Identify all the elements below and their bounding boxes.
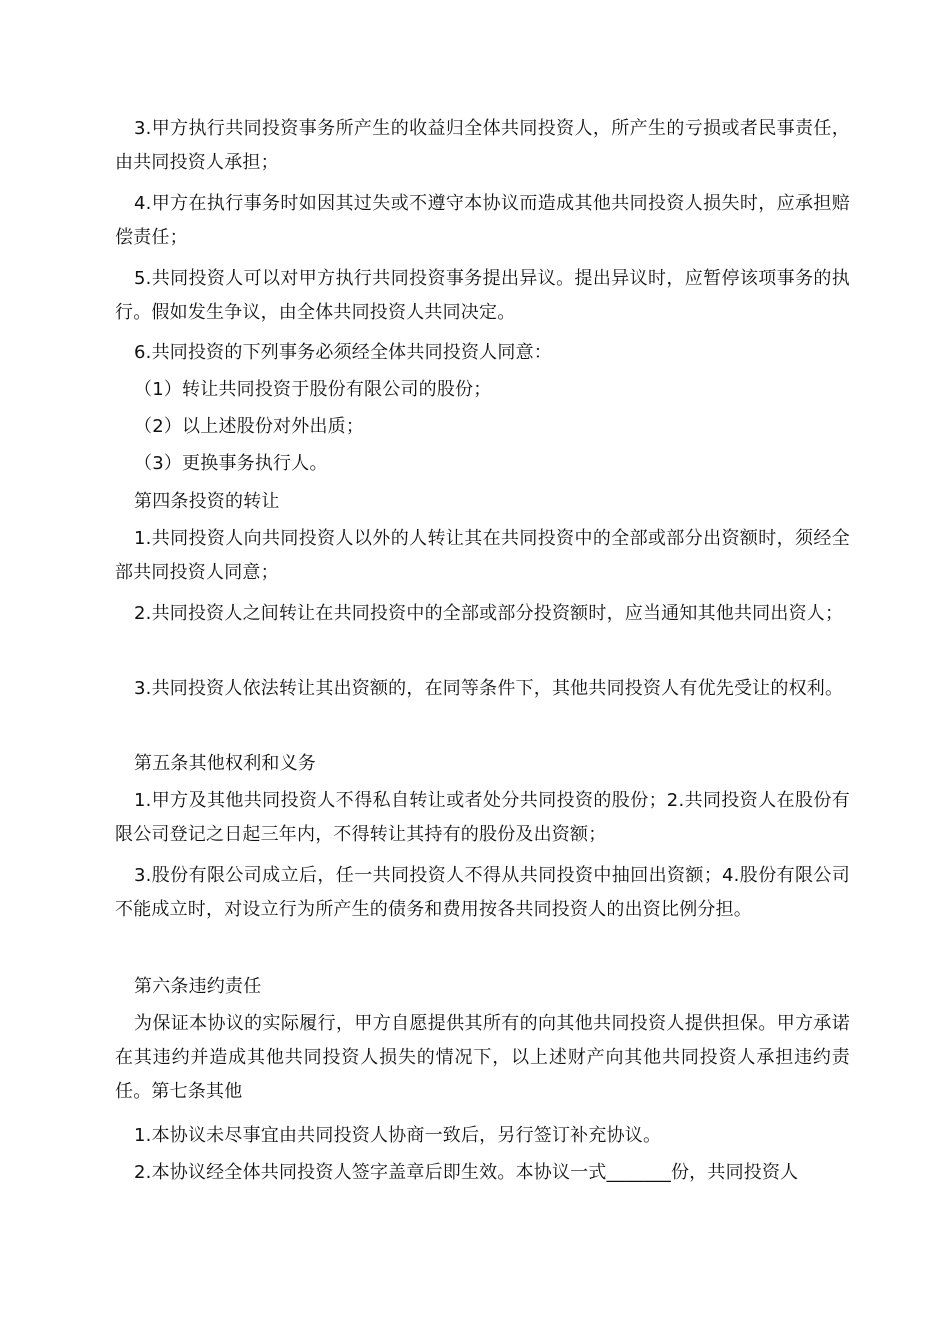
paragraph-subitem-2: （2）以上述股份对外出质； — [134, 416, 365, 437]
paragraph-article6-body: 为保证本协议的实际履行，甲方自愿提供其所有的向其他共同投资人提供担保。甲方承诺在其违约并造成其他共同投资人损失的情况下，以上述财产向其他共同投资人承担违约责任。第七条其他 — [115, 1013, 850, 1102]
paragraph-article3-item5: 5.共同投资人可以对甲方执行共同投资事务提出异议。提出异议时，应暂停该项事务的执行。假如发生争议，由全体共同投资人共同决定。 — [115, 268, 850, 323]
paragraph-article4-item1: 1.共同投资人向共同投资人以外的人转让其在共同投资中的全部或部分出资额时，须经全部共同投资人同意； — [115, 528, 850, 583]
paragraph-article3-item6: 6.共同投资的下列事务必须经全体共同投资人同意： — [134, 342, 552, 363]
paragraph-article4-item3: 3.共同投资人依法转让其出资额的，在同等条件下，其他共同投资人有优先受让的权利。 — [134, 678, 844, 699]
paragraph-article5-item1-2: 1.甲方及其他共同投资人不得私自转让或者处分共同投资的股份；2.共同投资人在股份有限公司登记之日起三年内，不得转让其持有的股份及出资额； — [115, 790, 850, 845]
paragraph-article3-item4: 4.甲方在执行事务时如因其过失或不遵守本协议而造成其他共同投资人损失时，应承担赔偿责任； — [115, 193, 850, 248]
paragraph-article3-item3: 3.甲方执行共同投资事务所产生的收益归全体共同投资人，所产生的亏损或者民事责任，由共同投资人承担； — [115, 118, 850, 173]
paragraph-article7-item2: 2.本协议经全体共同投资人签字盖章后即生效。本协议一式_______份，共同投资人 — [134, 1162, 799, 1183]
heading-article5: 第五条其他权利和义务 — [134, 753, 316, 774]
heading-article4: 第四条投资的转让 — [134, 491, 280, 512]
paragraph-article7-item1: 1.本协议未尽事宜由共同投资人协商一致后，另行签订补充协议。 — [134, 1125, 662, 1146]
paragraph-subitem-1: （1）转让共同投资于股份有限公司的股份； — [134, 379, 492, 400]
heading-article6: 第六条违约责任 — [134, 976, 262, 997]
paragraph-article4-item2: 2.共同投资人之间转让在共同投资中的全部或部分投资额时，应当通知其他共同出资人； — [134, 603, 844, 624]
paragraph-subitem-3: （3）更换事务执行人。 — [134, 453, 328, 474]
paragraph-article5-item3-4: 3.股份有限公司成立后，任一共同投资人不得从共同投资中抽回出资额；4.股份有限公司不能成立时，对设立行为所产生的债务和费用按各共同投资人的出资比例分担。 — [115, 865, 850, 920]
